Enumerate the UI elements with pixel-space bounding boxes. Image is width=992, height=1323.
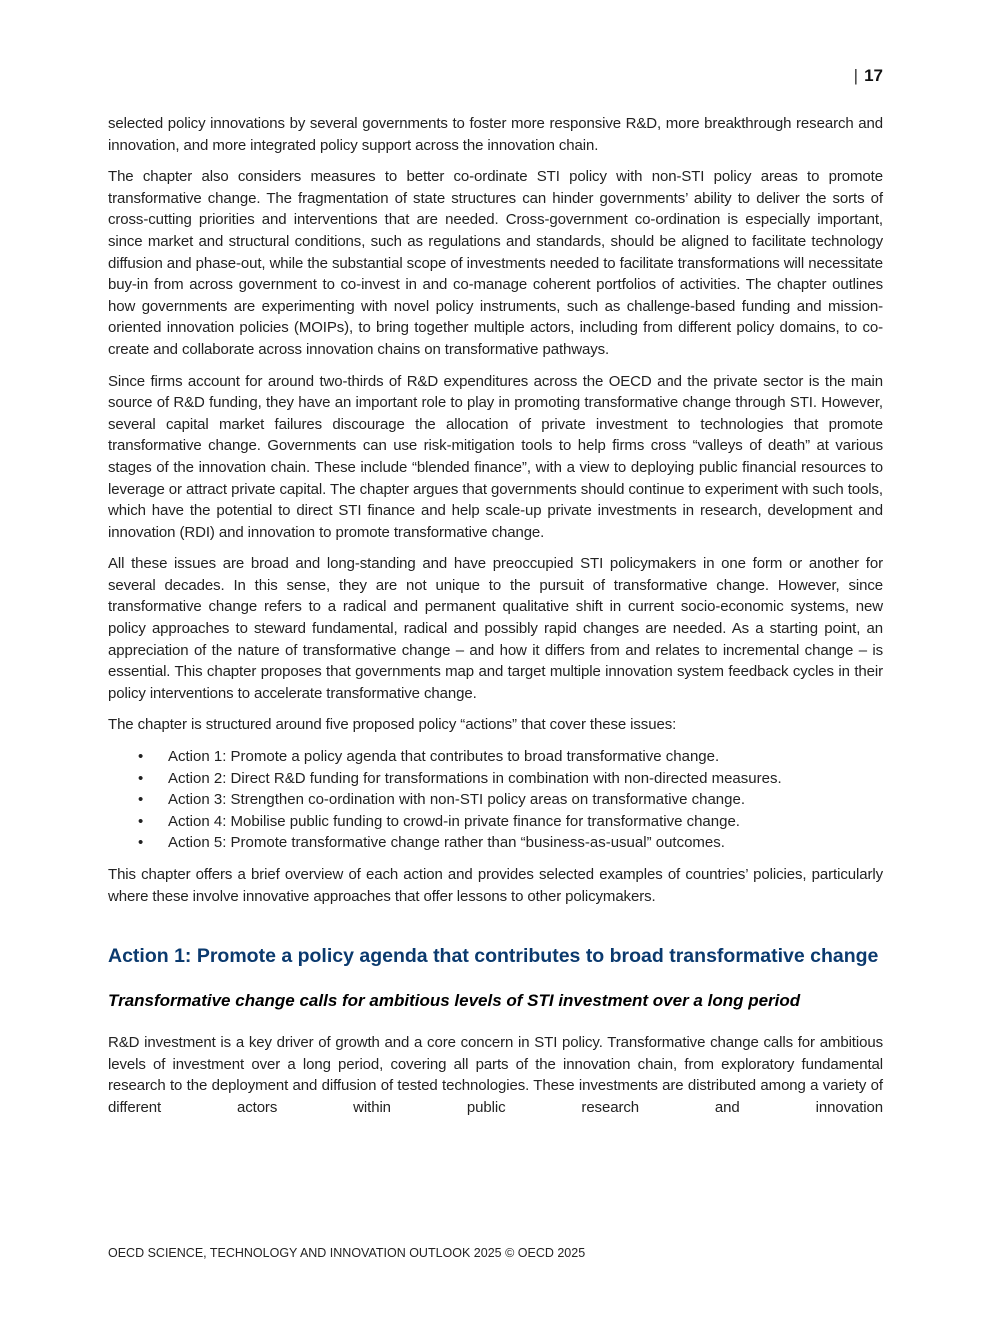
page-body <box>108 113 883 1129</box>
paragraph: This chapter offers a brief overview of each action and provides selected examples of countries’ policies, particularly where these involve innovative approaches that offer lessons to other policymakers. <box>108 866 883 905</box>
paragraph: The chapter is structured around five proposed policy “actions” that cover these issues: <box>108 716 677 734</box>
paragraph: The chapter also considers measures to better co-ordinate STI policy with non-STI policy areas to promote transformative change. The fragmentation of state structures can hinder governments’ ability to deliver the sorts of cross-cutting priorities and interventions that are needed. Cross-government co-ordination is especially important, since market and structural conditions, such as regulations and standards, should be aligned to facilitate technology diffusion and phase-out, while the substantial scope of investments needed to facilitate transformations will necessitate buy-in from across government to co-invest in and co-manage coherent portfolios of activities. The chapter outlines how governments are experimenting with novel policy instruments, such as challenge-based funding and mission-oriented innovation policies (MOIPs), to bring together multiple actors, including from different policy domains, to co-create and collaborate across innovation chains on transformative pathways. <box>108 168 883 358</box>
paragraph: All these issues are broad and long-standing and have preoccupied STI policymakers in one form or another for several decades. In this sense, they are not unique to the pursuit of transformative change. However, since transformative change refers to a radical and permanent qualitative shift in current socio-economic systems, new policy approaches to steward fundamental, radical and possibly rapid changes are needed. As a starting point, an appreciation of the nature of transformative change – and how it differs from and relates to incremental change – is essential. This chapter proposes that governments map and target multiple innovation system feedback cycles in their policy interventions to accelerate transformative change. <box>108 555 883 702</box>
actions-list <box>108 746 883 854</box>
page-number <box>854 66 883 86</box>
header-separator: | <box>853 66 859 85</box>
list-item: • Action 3: Strengthen co-ordination with non-STI policy areas on transformative change. <box>138 789 883 811</box>
section-heading: Action 1: Promote a policy agenda that contributes to broad transformative change <box>108 945 879 968</box>
paragraph: R&D investment is a key driver of growth and a core concern in STI policy. Transformative change calls for ambitious levels of investment over a long period, covering all parts of the innovation chain, from exploratory fundamental research to the deployment and diffusion of tested technologies. These investments are distributed among a variety of different actors within public research and innovation <box>108 1034 883 1116</box>
list-item: • Action 1: Promote a policy agenda that contributes to broad transformative change. <box>138 746 883 768</box>
page-footer: OECD SCIENCE, TECHNOLOGY AND INNOVATION OUTLOOK 2025 © OECD 2025 <box>108 1246 586 1260</box>
page-number-value: 17 <box>864 66 883 85</box>
list-item: • Action 2: Direct R&D funding for transformations in combination with non-directed measures. <box>138 768 883 790</box>
paragraph: selected policy innovations by several governments to foster more responsive R&D, more breakthrough research and innovation, and more integrated policy support across the innovation chain. <box>108 115 883 154</box>
subsection-heading: Transformative change calls for ambitious levels of STI investment over a long period <box>108 991 801 1011</box>
list-item: • Action 4: Mobilise public funding to crowd-in private finance for transformative change. <box>138 811 883 833</box>
list-item: • Action 5: Promote transformative change rather than “business-as-usual” outcomes. <box>138 832 883 854</box>
paragraph: Since firms account for around two-thirds of R&D expenditures across the OECD and the private sector is the main source of R&D funding, they have an important role to play in promoting transformative change through STI. However, several capital market failures discourage the allocation of private investment to technologies that promote transformative change. Governments can use risk-mitigation tools to help firms cross “valleys of death” at various stages of the innovation chain. These include “blended finance”, with a view to deploying public financial resources to leverage or attract private capital. The chapter argues that governments should continue to experiment with such tools, which have the potential to direct STI finance and help scale-up private investments in research, development and innovation (RDI) and innovation to promote transformative change. <box>108 372 883 541</box>
